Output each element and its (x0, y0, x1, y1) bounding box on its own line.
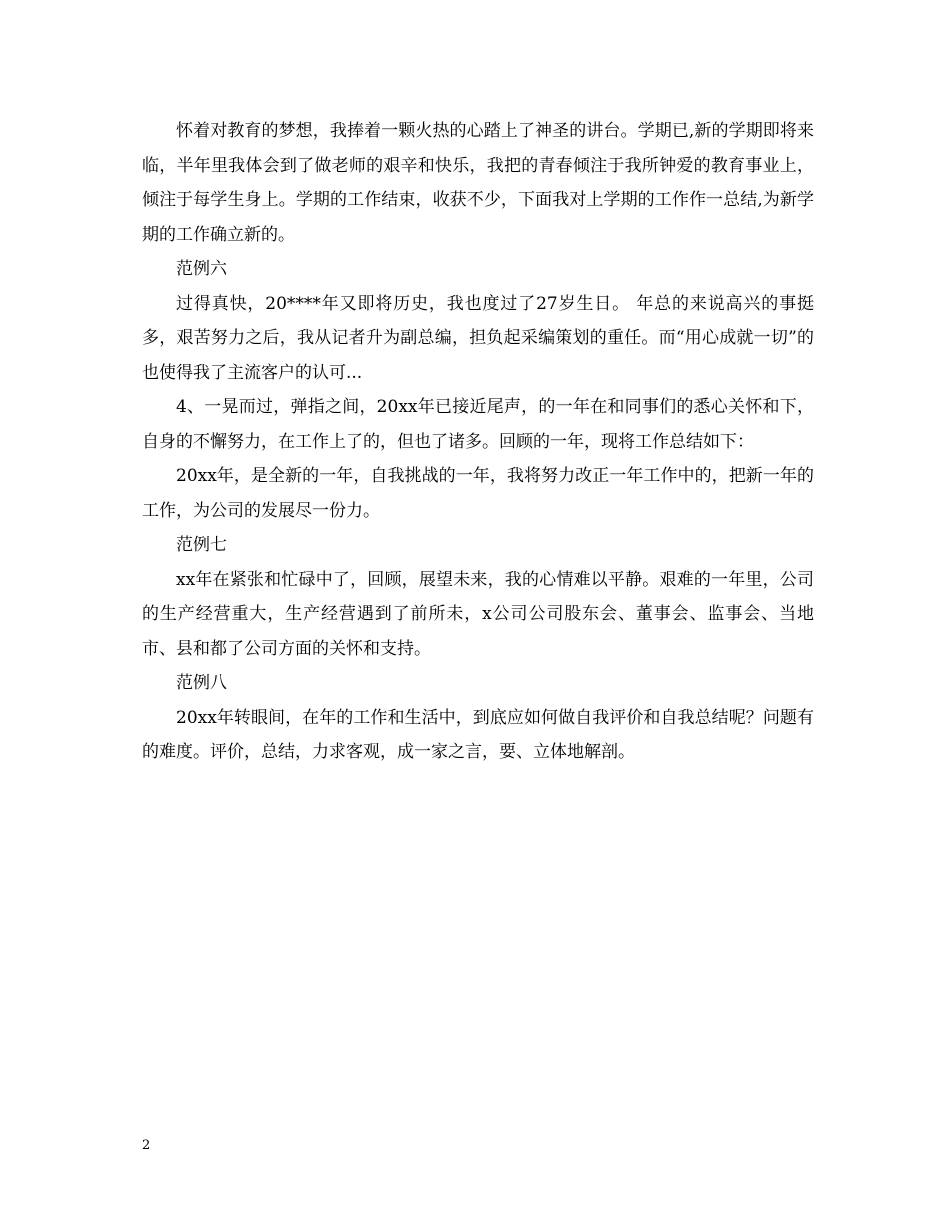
paragraph-intro: 怀着对教育的梦想，我捧着一颗火热的心踏上了神圣的讲台。学期已,新的学期即将来临，半年里我体会到了做老师的艰辛和快乐，我把的青春倾注于我所钟爱的教育事业上，倾注于每学生身上。学期的工作结束，收获不少，下面我对上学期的工作作一总结,为新学期的工作确立新的。 (142, 121, 814, 245)
paragraph-item-4: 4、一晃而过，弹指之间，20xx年已接近尾声，的一年在和同事们的悉心关怀和下，自身的不懈努力，在工作上了的，但也了诸多。回顾的一年，现将工作总结如下： (142, 397, 814, 452)
section-heading-example-7: 范例七 (176, 535, 227, 555)
document-body (142, 114, 814, 770)
page-number: 2 (142, 1138, 151, 1153)
section-heading-example-6: 范例六 (176, 259, 227, 279)
paragraph-example-6: 过得真快，20****年又即将历史，我也度过了27岁生日。 年总的来说高兴的事挺多，艰苦努力之后，我从记者升为副总编，担负起采编策划的重任。而“用心成就一切”的也使得我了主流客户的认可... (142, 293, 814, 383)
paragraph-example-7: xx年在紧张和忙碌中了，回顾，展望未来，我的心情难以平静。艰难的一年里，公司的生产经营重大，生产经营遇到了前所未，x公司公司股东会、董事会、监事会、当地市、县和都了公司方面的关怀和支持。 (142, 569, 814, 659)
paragraph-new-year: 20xx年，是全新的一年，自我挑战的一年，我将努力改正一年工作中的，把新一年的工作，为公司的发展尽一份力。 (142, 466, 814, 521)
section-heading-example-8: 范例八 (176, 673, 227, 693)
paragraph-example-8: 20xx年转眼间，在年的工作和生活中，到底应如何做自我评价和自我总结呢？问题有的难度。评价，总结，力求客观，成一家之言，要、立体地解剖。 (142, 707, 814, 762)
